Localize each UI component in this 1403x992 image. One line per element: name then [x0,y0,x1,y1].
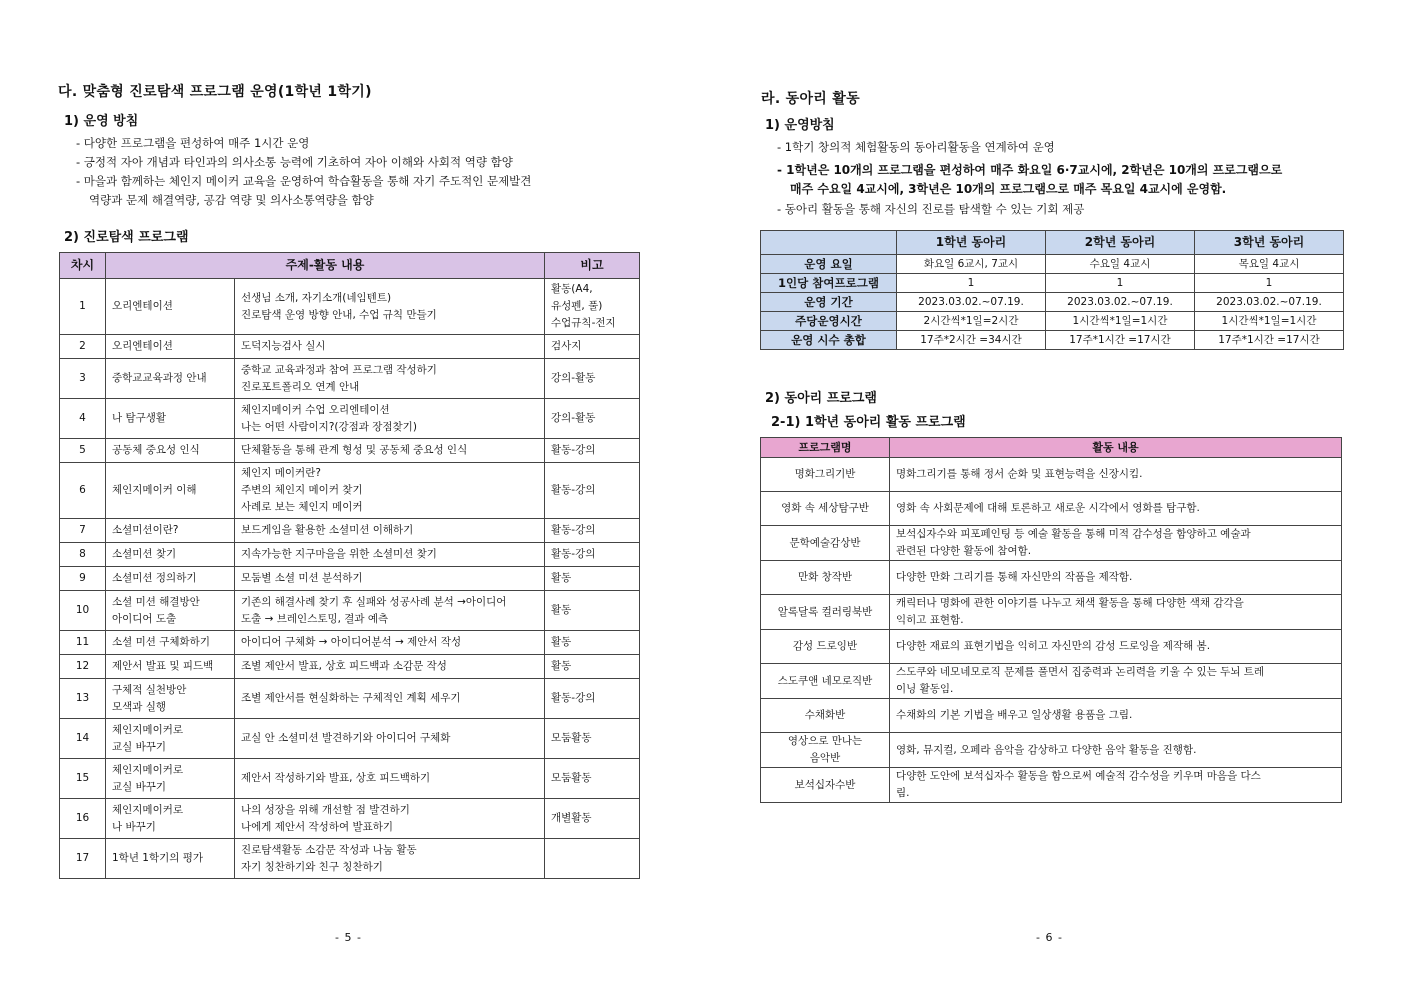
header-activity: 활동 내용 [890,438,1342,458]
subsection-operating-policy: 1) 운영 방침 [64,114,139,129]
table-row [761,630,1342,664]
program-name-cell [761,526,890,561]
content-cell [235,439,545,463]
header-blank [761,231,897,255]
cell-line: 활동-강의 [551,484,596,496]
value-cell: 17주*1시간 =17시간 [1046,331,1195,350]
cell-line: 활동 [551,636,572,648]
cell-line: 교실 바꾸기 [112,780,167,793]
bullet-item: - 1학년은 10개의 프로그램을 편성하여 매주 화요일 6·7교시에, 2학년은 10개의 프로그램으로 [777,162,1283,177]
value-cell: 2023.03.02.~07.19. [1195,293,1344,312]
cell-line: 나는 어떤 사람이지?(강점과 장점찾기) [241,420,417,433]
bullet-item: - 다양한 프로그램을 편성하여 매주 1시간 운영 [76,136,310,150]
activity-cell [890,492,1342,526]
program-name-cell [761,699,890,733]
bullet-item: - 긍정적 자아 개념과 타인과의 의사소통 능력에 기초하여 자아 이해와 사회적 역량 함양 [76,155,513,169]
table-row [761,331,1344,350]
table-row [761,293,1344,312]
topic-cell [106,799,235,839]
session-number: 2 [60,335,106,359]
cell-line: 모둠활동 [551,732,592,744]
session-number: 15 [60,759,106,799]
cell-line: 개별활동 [551,812,592,824]
topic-cell [106,655,235,679]
table-row [60,799,640,839]
cell-line: 림. [896,787,910,799]
row-label: 운영 기간 [761,293,897,312]
table-row [761,595,1342,630]
subsection-career-program: 2) 진로탐색 프로그램 [64,230,189,245]
row-label: 운영 시수 총합 [761,331,897,350]
content-cell [235,655,545,679]
cell-line: 교실 안 소셜미션 발견하기와 아이디어 구체화 [241,732,451,744]
subsection-club-policy: 1) 운영방침 [765,118,835,133]
content-cell [235,399,545,439]
cell-line: 자기 칭찬하기와 친구 칭찬하기 [241,860,383,873]
table-row [761,274,1344,293]
topic-cell [106,399,235,439]
cell-line: 진로포트폴리오 연계 안내 [241,380,360,393]
program-name-cell [761,561,890,595]
session-number: 4 [60,399,106,439]
value-cell: 1 [1046,274,1195,293]
cell-line: 조별 제안서 발표, 상호 피드백과 소감문 작성 [241,660,447,672]
session-number: 3 [60,359,106,399]
bullet-item: 매주 수요일 4교시에, 3학년은 10개의 프로그램으로 매주 목요일 4교시에 운영함. [790,182,1227,196]
cell-line: 체인지메이커로 [112,723,184,736]
note-cell [545,567,640,591]
career-program-table [59,252,640,879]
note-cell [545,463,640,519]
note-cell [545,631,640,655]
cell-line: 나의 성장을 위해 개선할 점 발견하기 [241,803,410,816]
note-cell [545,399,640,439]
topic-cell [106,631,235,655]
table-row [761,526,1342,561]
session-number: 10 [60,591,106,631]
cell-line: 소셜미션 찾기 [112,548,177,560]
topic-cell [106,279,235,335]
topic-cell [106,567,235,591]
table-row [60,631,640,655]
session-number: 13 [60,679,106,719]
table-row [60,543,640,567]
activity-cell [890,561,1342,595]
value-cell: 17주*2시간 =34시간 [897,331,1046,350]
table-row [60,519,640,543]
table-row [761,492,1342,526]
header-grade3: 3학년 동아리 [1195,231,1344,255]
cell-line: 아이디어 도출 [112,612,177,625]
cell-line: 조별 제안서를 현실화하는 구체적인 계획 세우기 [241,692,461,704]
cell-line: 알록달록 컬러링북반 [777,605,873,618]
content-cell [235,543,545,567]
table-row [761,664,1342,699]
cell-line: 체인지메이커 수업 오리엔테이션 [241,403,390,416]
cell-line: 모둠별 소셜 미션 분석하기 [241,572,363,584]
note-cell [545,279,640,335]
cell-line: 다양한 도안에 보석십자수 활동을 함으로써 예술적 감수성을 키우며 마음을 다스 [896,770,1261,782]
cell-line: 도출 → 브레인스토밍, 결과 예측 [241,612,389,625]
topic-cell [106,839,235,879]
cell-line: 나 탐구생활 [112,412,167,424]
table-row [761,768,1342,803]
table-row [761,312,1344,331]
cell-line: 익히고 표현함. [896,614,964,626]
topic-cell [106,359,235,399]
cell-line: 체인지메이커로 [112,763,184,776]
cell-line: 스도쿠와 네모네모로직 문제를 풀면서 집중력과 논리력을 키울 수 있는 두뇌 트레 [896,666,1265,678]
cell-line: 지속가능한 지구마을을 위한 소셜미션 찾기 [241,548,437,560]
cell-line: 공동체 중요성 인식 [112,444,200,456]
content-cell [235,759,545,799]
table-row [60,279,640,335]
cell-line: 보드게임을 활용한 소셜미션 이해하기 [241,524,414,536]
cell-line: 진로탐색활동 소감문 작성과 나눔 활동 [241,843,417,856]
table-header-row [761,438,1342,458]
header-grade2: 2학년 동아리 [1046,231,1195,255]
cell-line: 주변의 체인지 메이커 찾기 [241,484,363,496]
table-row [60,591,640,631]
header-note: 비고 [545,253,640,279]
content-cell [235,567,545,591]
value-cell: 17주*1시간 =17시간 [1195,331,1344,350]
note-cell [545,591,640,631]
program-name-cell [761,630,890,664]
cell-line: 검사지 [551,340,582,352]
value-cell: 1 [1195,274,1344,293]
cell-line: 기존의 해결사례 찾기 후 실패와 성공사례 분석 →아이디어 [241,595,507,608]
session-number: 17 [60,839,106,879]
content-cell [235,463,545,519]
table-row [60,359,640,399]
program-name-cell [761,733,890,768]
header-grade1: 1학년 동아리 [897,231,1046,255]
row-label: 1인당 참여프로그램 [761,274,897,293]
section-title-career: 다. 맞춤형 진로탐색 프로그램 운영(1학년 1학기) [58,84,372,100]
topic-cell [106,543,235,567]
session-number: 12 [60,655,106,679]
cell-line: 제안서 발표 및 피드백 [112,660,214,672]
cell-line: 1학년 1학기의 평가 [112,852,204,864]
activity-cell [890,733,1342,768]
topic-cell [106,719,235,759]
page-number: - 5 - [335,931,362,944]
right-page [701,0,1403,992]
cell-line: 강의-활동 [551,412,596,424]
bullet-item: 역량과 문제 해결역량, 공감 역량 및 의사소통역량을 함양 [89,193,374,207]
topic-cell [106,759,235,799]
table-row [60,567,640,591]
cell-line: 강의-활동 [551,372,596,384]
cell-line: 활동(A4, [551,283,593,295]
content-cell [235,591,545,631]
content-cell [235,839,545,879]
bullet-item: - 1학기 창의적 체험활동의 동아리활동을 연계하여 운영 [777,140,1055,154]
session-number: 9 [60,567,106,591]
cell-line: 이닝 활동임. [896,683,954,695]
cell-line: 영상으로 만나는 [787,735,863,747]
cell-line: 수채화반 [804,709,846,721]
bullet-item: - 마을과 함께하는 체인지 메이커 교육을 운영하여 학습활동을 통해 자기 주도적인 문제발견 [76,174,532,188]
cell-line: 수업규칙-전지 [551,317,616,329]
cell-line: 명화그리기를 통해 정서 순화 및 표현능력을 신장시킴. [896,468,1143,480]
content-cell [235,799,545,839]
table-header-row [60,253,640,279]
note-cell [545,439,640,463]
session-number: 5 [60,439,106,463]
note-cell [545,679,640,719]
value-cell: 2023.03.02.~07.19. [1046,293,1195,312]
cell-line: 소셜미션이란? [112,524,179,536]
cell-line: 아이디어 구체화 → 아이디어분석 → 제안서 작성 [241,636,462,648]
cell-line: 단체활동을 통해 관계 형성 및 공동체 중요성 인식 [241,444,468,456]
cell-line: 보석십자수반 [794,778,856,791]
cell-line: 소셜 미션 구체화하기 [112,636,210,648]
program-name-cell [761,458,890,492]
cell-line: 활동 [551,572,572,584]
value-cell: 1 [897,274,1046,293]
note-cell [545,719,640,759]
subsection-club-program: 2) 동아리 프로그램 [765,391,877,406]
left-page [0,0,701,992]
cell-line: 영화 속 사회문제에 대해 토론하고 새로운 시각에서 영화를 탐구함. [896,502,1200,514]
value-cell: 1시간씩*1일=1시간 [1046,312,1195,331]
session-number: 14 [60,719,106,759]
cell-line: 만화 창작반 [797,571,853,583]
table-row [761,699,1342,733]
table-row [60,759,640,799]
table-row [60,399,640,439]
cell-line: 체인지메이커로 [112,803,184,816]
session-number: 6 [60,463,106,519]
session-number: 8 [60,543,106,567]
cell-line: 음악반 [809,752,841,764]
note-cell [545,839,640,879]
club-overview-table [760,230,1344,350]
activity-cell [890,664,1342,699]
cell-line: 활동 [551,604,572,616]
cell-line: 스도쿠앤 네모로직반 [777,674,873,687]
cell-line: 수채화의 기본 기법을 배우고 일상생활 용품을 그림. [896,709,1133,721]
topic-cell [106,519,235,543]
cell-line: 활동-강의 [551,548,596,560]
session-number: 7 [60,519,106,543]
content-cell [235,359,545,399]
content-cell [235,279,545,335]
cell-line: 유성펜, 풀) [551,300,603,312]
note-cell [545,655,640,679]
table-row [60,335,640,359]
session-number: 11 [60,631,106,655]
value-cell: 목요일 4교시 [1195,255,1344,274]
topic-cell [106,463,235,519]
page-number: - 6 - [1036,931,1063,944]
cell-line: 선생님 소개, 자기소개(네임텐트) [241,291,392,304]
cell-line: 체인지 메이커란? [241,467,321,479]
program-name-cell [761,492,890,526]
topic-cell [106,679,235,719]
activity-cell [890,595,1342,630]
header-session: 차시 [60,253,106,279]
header-program-name: 프로그램명 [761,438,890,458]
content-cell [235,631,545,655]
cell-line: 명화그리기반 [794,468,856,480]
table-row [761,733,1342,768]
value-cell: 2시간씩*1일=2시간 [897,312,1046,331]
program-name-cell [761,595,890,630]
cell-line: 활동-강의 [551,692,596,704]
cell-line: 다양한 만화 그리기를 통해 자신만의 작품을 제작함. [896,571,1133,583]
policy-bullets [76,134,531,210]
cell-line: 다양한 재료의 표현기법을 익히고 자신만의 감성 드로잉을 제작해 봄. [896,640,1211,652]
cell-line: 나에게 제안서 작성하여 발표하기 [241,820,394,833]
row-label: 운영 요일 [761,255,897,274]
cell-line: 중학교교육과정 안내 [112,372,207,384]
activity-cell [890,458,1342,492]
table-row [761,255,1344,274]
table-row [60,463,640,519]
topic-cell [106,591,235,631]
bullet-item: - 동아리 활동을 통해 자신의 진로를 탐색할 수 있는 기회 제공 [777,201,1085,216]
cell-line: 오리엔테이션 [112,340,173,352]
program-name-cell [761,768,890,803]
cell-line: 소셜미션 정의하기 [112,572,197,584]
cell-line: 캐릭터나 명화에 관한 이야기를 나누고 채색 활동을 통해 다양한 색채 감각을 [896,597,1244,609]
content-cell [235,719,545,759]
activity-cell [890,630,1342,664]
cell-line: 활동-강의 [551,444,596,456]
cell-line: 오리엔테이션 [112,300,173,312]
value-cell: 화요일 6교시, 7교시 [897,255,1046,274]
cell-line: 활동 [551,660,572,672]
cell-line: 중학교 교육과정과 참여 프로그램 작성하기 [241,363,437,376]
activity-cell [890,526,1342,561]
note-cell [545,359,640,399]
note-cell [545,759,640,799]
value-cell: 2023.03.02.~07.19. [897,293,1046,312]
content-cell [235,335,545,359]
note-cell [545,519,640,543]
cell-line: 교실 바꾸기 [112,740,167,753]
cell-line: 관련된 다양한 활동에 참여함. [896,545,1032,557]
cell-line: 영화 속 세상탐구반 [781,502,869,514]
header-topic-content: 주제-활동 내용 [106,253,545,279]
table-row [60,719,640,759]
cell-line: 진로탐색 운영 방향 안내, 수업 규칙 만들기 [241,308,437,321]
row-label: 주당운영시간 [761,312,897,331]
grade1-club-program-table [760,437,1342,803]
note-cell [545,335,640,359]
table-row [60,439,640,463]
subsection-grade1-program: 2-1) 1학년 동아리 활동 프로그램 [771,415,966,430]
session-number: 1 [60,279,106,335]
note-cell [545,799,640,839]
cell-line: 모색과 실행 [112,700,167,713]
topic-cell [106,335,235,359]
value-cell: 1시간씩*1일=1시간 [1195,312,1344,331]
section-title-club: 라. 동아리 활동 [761,91,860,107]
table-row [761,458,1342,492]
cell-line: 활동-강의 [551,524,596,536]
club-policy-bullets [777,138,1282,219]
cell-line: 나 바꾸기 [112,820,156,833]
cell-line: 문학예술감상반 [789,536,861,549]
cell-line: 구체적 실천방안 [112,683,187,696]
table-header-row [761,231,1344,255]
content-cell [235,519,545,543]
activity-cell [890,768,1342,803]
content-cell [235,679,545,719]
cell-line: 감성 드로잉반 [792,640,858,652]
cell-line: 사례로 보는 체인지 메이커 [241,501,363,513]
activity-cell [890,699,1342,733]
session-number: 16 [60,799,106,839]
table-row [761,561,1342,595]
table-row [60,839,640,879]
cell-line: 모둠활동 [551,772,592,784]
table-row [60,655,640,679]
cell-line: 도덕지능검사 실시 [241,340,326,352]
note-cell [545,543,640,567]
program-name-cell [761,664,890,699]
table-row [60,679,640,719]
cell-line: 제안서 작성하기와 발표, 상호 피드백하기 [241,772,431,784]
cell-line: 체인지메이커 이해 [112,484,197,496]
cell-line: 영화, 뮤지컬, 오페라 음악을 감상하고 다양한 음악 활동을 진행함. [896,743,1197,756]
cell-line: 소셜 미션 해결방안 [112,595,200,608]
value-cell: 수요일 4교시 [1046,255,1195,274]
cell-line: 보석십자수와 피포페인팅 등 예술 활동을 통해 미적 감수성을 함양하고 예술과 [896,528,1251,540]
topic-cell [106,439,235,463]
